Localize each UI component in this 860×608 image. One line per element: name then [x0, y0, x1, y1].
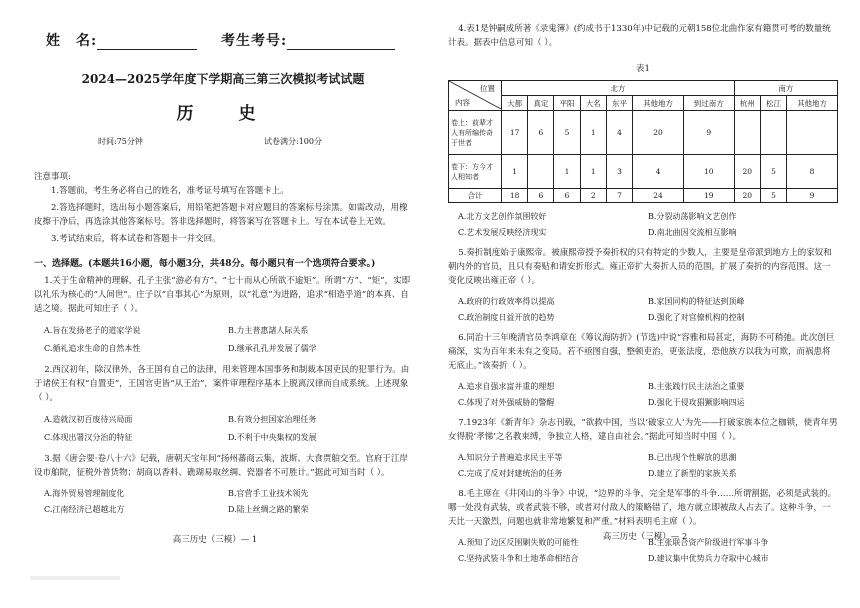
- group-south: 南方: [734, 81, 837, 96]
- table-cell: 5: [760, 155, 786, 189]
- question-6-options: [458, 379, 838, 411]
- notice-title: 注意事项:: [34, 172, 71, 182]
- table-cell: [734, 111, 760, 155]
- table-cell: 6: [528, 189, 554, 203]
- scan-artifact: [30, 576, 120, 580]
- option-b: B.主张践行民主法治之重要: [648, 382, 745, 391]
- option-c: C.艺术发展反映经济现实: [458, 228, 547, 237]
- question-3: 3.据《唐会要·卷八十六》记载，唐朝天宝年间“扬州蕃商云集，波斯、大食贾舶交至。官府于江岸设市舶院，征税外普货物；胡商以香料、礁瑚易取丝绸、瓷器者不可胜计。”据此可知当时（ ）。: [34, 454, 408, 478]
- option-c: C.完成了反对封建统治的任务: [458, 469, 563, 478]
- table-cell: 19: [683, 189, 734, 203]
- question-1-options: [44, 322, 412, 358]
- table-caption: 表1: [636, 64, 650, 74]
- table-cell: 8: [787, 155, 838, 189]
- exam-time: 时间:75分钟: [98, 137, 143, 146]
- table-row: [449, 189, 838, 203]
- question-2: 2.西汉初年，除汉律外，各王国有自己的法律，用来管理本国事务和制裁本国吏民的犯罪行为。由于诸侯王有权“自置吏”，王国官吏皆“从王治”，案件审理程序基本上脱离汉律而自成系统。上述现象（ ）。: [34, 365, 410, 403]
- column-header: 其他地方: [633, 96, 684, 111]
- option-a: A.预知了边区反围剿失败的可能性: [458, 538, 579, 547]
- option-a: A.北方文艺创作氛围较好: [458, 212, 547, 221]
- option-c: C.江南经济已超越北方: [44, 505, 125, 514]
- table-row: [449, 111, 838, 155]
- table-cell: 2: [580, 189, 606, 203]
- subject-title: 历 史: [176, 104, 270, 124]
- option-b: B.力主普惠諸人际关系: [228, 326, 309, 335]
- column-header: 大名: [580, 96, 606, 111]
- page-footer-right: 高三历史（三模）— 2: [602, 532, 688, 542]
- group-north: 北方: [502, 81, 735, 96]
- table-cell: [787, 111, 838, 155]
- option-c: C.体现出署汉分治的特征: [44, 433, 133, 442]
- column-header: 其他地方: [787, 96, 838, 111]
- option-d: D.强化于侵攻猖獗影响四运: [648, 398, 745, 407]
- question-3-options: [44, 486, 412, 518]
- table-cell: 6: [528, 111, 554, 155]
- column-header: 到过南方: [683, 96, 734, 111]
- table-cell: 3: [606, 155, 632, 189]
- table-cell: 10: [683, 155, 734, 189]
- option-d: D.不利于中央集权的发展: [228, 433, 317, 442]
- row-label: 合计: [449, 189, 502, 203]
- question-5-options: [458, 294, 838, 326]
- exam-title: 2024—2025学年度下学期高三第三次模拟考试试题: [81, 72, 365, 86]
- option-a: A.旨在发扬老子的道家学说: [44, 326, 141, 335]
- option-d: D.建议集中优势兵力夺取中心城市: [648, 554, 769, 563]
- column-header: 东平: [606, 96, 632, 111]
- table-cell: 18: [502, 189, 528, 203]
- exam-score: 试卷满分:100分: [264, 137, 322, 146]
- notice-item: 1.答题前，考生务必将自己的姓名，准考证号填写在答题卡上。: [51, 186, 289, 196]
- corner-bottom-label: 内容: [455, 98, 470, 107]
- name-label: 姓 名:: [46, 33, 98, 49]
- option-a: A.追求自强求富并重的理想: [458, 382, 555, 391]
- option-b: B.有效分担国家治理任务: [228, 415, 317, 424]
- option-b: B.官营手工业技术领先: [228, 489, 309, 498]
- exam-number-blank: [287, 35, 395, 50]
- option-c: C.体现了对外强威胁的警醒: [458, 398, 555, 407]
- right-page: [430, 0, 860, 608]
- table-cell: 9: [787, 189, 838, 203]
- question-4-options: [458, 209, 838, 241]
- notice-item: 3.考试结束后，将本试卷和答题卡一并交回。: [51, 233, 221, 244]
- option-c: C.政治制度日益开放的趋势: [458, 313, 555, 322]
- table-corner: [449, 81, 502, 111]
- notice-item: 2.答选择题时，选出每小题答案后，用铅笔把答题卡对应题目的答案标号涂黑。如需改动，用橡皮擦干净后，再选涂其他答案标号。答非选择题时，将答案写在答题卡上。写在本试卷上无效。: [34, 202, 408, 227]
- option-b: B.主张联合资产阶级进行军事斗争: [648, 538, 769, 547]
- option-a: A.知识分子普遍追求民主平等: [458, 453, 563, 462]
- question-6: 6.同治十三年晚清官员李鸿章在《筹议海防折》(节选)中说“容雅和局甚定，海防不可稍弛。此次创巨痛深，实为百年来未有之变局。若不亟图自强，整顿吏治，更张法度，恐他族方以我为可欺，而祸患将无底止。”该奏折（ ）。: [448, 333, 835, 371]
- page-footer-left: 高三历史（三模）— 1: [172, 535, 258, 545]
- option-b: B.家国同构的特征达到顶峰: [648, 297, 745, 306]
- option-c: C.坚持武装斗争和土地革命相结合: [458, 554, 579, 563]
- table-cell: 4: [606, 111, 632, 155]
- table-cell: 9: [683, 111, 734, 155]
- table-cell: 5: [554, 111, 580, 155]
- column-header: 松江: [760, 96, 786, 111]
- option-d: D.强化了对官僚机构的控制: [648, 313, 745, 322]
- corner-top-label: 位置: [480, 84, 495, 93]
- column-header: 平阳: [554, 96, 580, 111]
- row-label: 卷下：方今才人相知者: [449, 155, 502, 189]
- column-header: 杭州: [734, 96, 760, 111]
- option-a: A.海外贸易管理制度化: [44, 489, 125, 498]
- table-cell: 17: [502, 111, 528, 155]
- question-5: 5.奏折制度始于康熙帝。被康熙帝授予奏折权的只有特定的少数人，主要是皇帝派到地方上的家奴和朝内外的官员，且只有奏贴和请安折形式。雍正帝扩大奏折人员的范围，扩展了奏折的内容范围。这一变化反映出雍正帝（ ）。: [448, 248, 832, 286]
- table-cell: 1: [502, 155, 528, 189]
- name-row: [46, 30, 412, 50]
- table-cell: [528, 155, 554, 189]
- table-row: [449, 155, 838, 189]
- exam-number-label: 考生考号:: [221, 33, 288, 49]
- question-7-options: [458, 450, 838, 482]
- table-cell: 20: [633, 111, 684, 155]
- question-8: 8.毛主席在《井冈山的斗争》中说，“边界的斗争，完全是军事的斗争……所谓割据，必须是武装的。哪一处没有武装，或者武装不够，或者对付敌人的策略错了，地方就立即被敌人占去了。这种斗争，一天比一天激烈，问题也就非常地繁复和严重。”材料表明毛主席（ ）。: [448, 489, 837, 527]
- question-4: 4.表1是钟嗣成所著《录鬼簿》(约成书于1330年)中记载的元朝158位北曲作家有籍贯可考的数量统计表。据表中信息可知（ ）。: [448, 24, 831, 48]
- table-cell: 20: [734, 155, 760, 189]
- question-7: 7.1923年《新青年》杂志刊载，“欲救中国，当以‘破家立人’为先——打破家族本位之枷锁，使青年男女得脱‘孝悌’之名教束缚，争独立人格，建自由社会。”据此可知当时中国（ ）。: [448, 418, 838, 442]
- option-d: D.南北曲因交流相互影响: [648, 228, 737, 237]
- table-cell: 4: [633, 155, 684, 189]
- table-cell: [760, 111, 786, 155]
- table-cell: 1: [580, 111, 606, 155]
- option-a: A.政府的行政效率得以提高: [458, 297, 555, 306]
- option-d: D.陆上丝绸之路的繁荣: [228, 505, 309, 514]
- table-cell: 20: [734, 189, 760, 203]
- table-cell: 1: [554, 155, 580, 189]
- author-table: [448, 80, 838, 203]
- name-blank: [97, 35, 197, 50]
- row-label: 卷上：前辈才人有所编传奇于世者: [449, 111, 502, 155]
- option-b: B.分裂动荡影响文艺创作: [648, 212, 737, 221]
- option-d: D.建立了新型的家族关系: [648, 469, 737, 478]
- table-cell: 7: [606, 189, 632, 203]
- table-cell: 24: [633, 189, 684, 203]
- exam-meta: [34, 136, 412, 148]
- table-cell: 1: [580, 155, 606, 189]
- question-1: 1.关于生命精神的理解，孔子主张“游必有方”、“七十而从心所欲不逾矩”。所谓“方”、“矩”，实即以礼乐为核心的“人间世”。庄子以“自事其心”为原则，以“礼意”为进路，追求“相造乎道”的本真、自适之境。据此可知庄子（ ）。: [34, 276, 411, 314]
- option-b: B.已出现个性解放的思潮: [648, 453, 737, 462]
- column-header: 真定: [528, 96, 554, 111]
- table-cell: 6: [554, 189, 580, 203]
- section-heading: 一、选择题。(本题共16小题，每小题3分，共48分。每小题只有一个选项符合要求。): [34, 259, 376, 269]
- option-c: C.循礼追求生命的自然本性: [44, 344, 141, 353]
- column-header: 大都: [502, 96, 528, 111]
- table-cell: 5: [760, 189, 786, 203]
- option-a: A.造就汉初百废待兴局面: [44, 415, 133, 424]
- question-2-options: [44, 411, 412, 447]
- option-d: D.继承孔孔并发展了儒学: [228, 344, 317, 353]
